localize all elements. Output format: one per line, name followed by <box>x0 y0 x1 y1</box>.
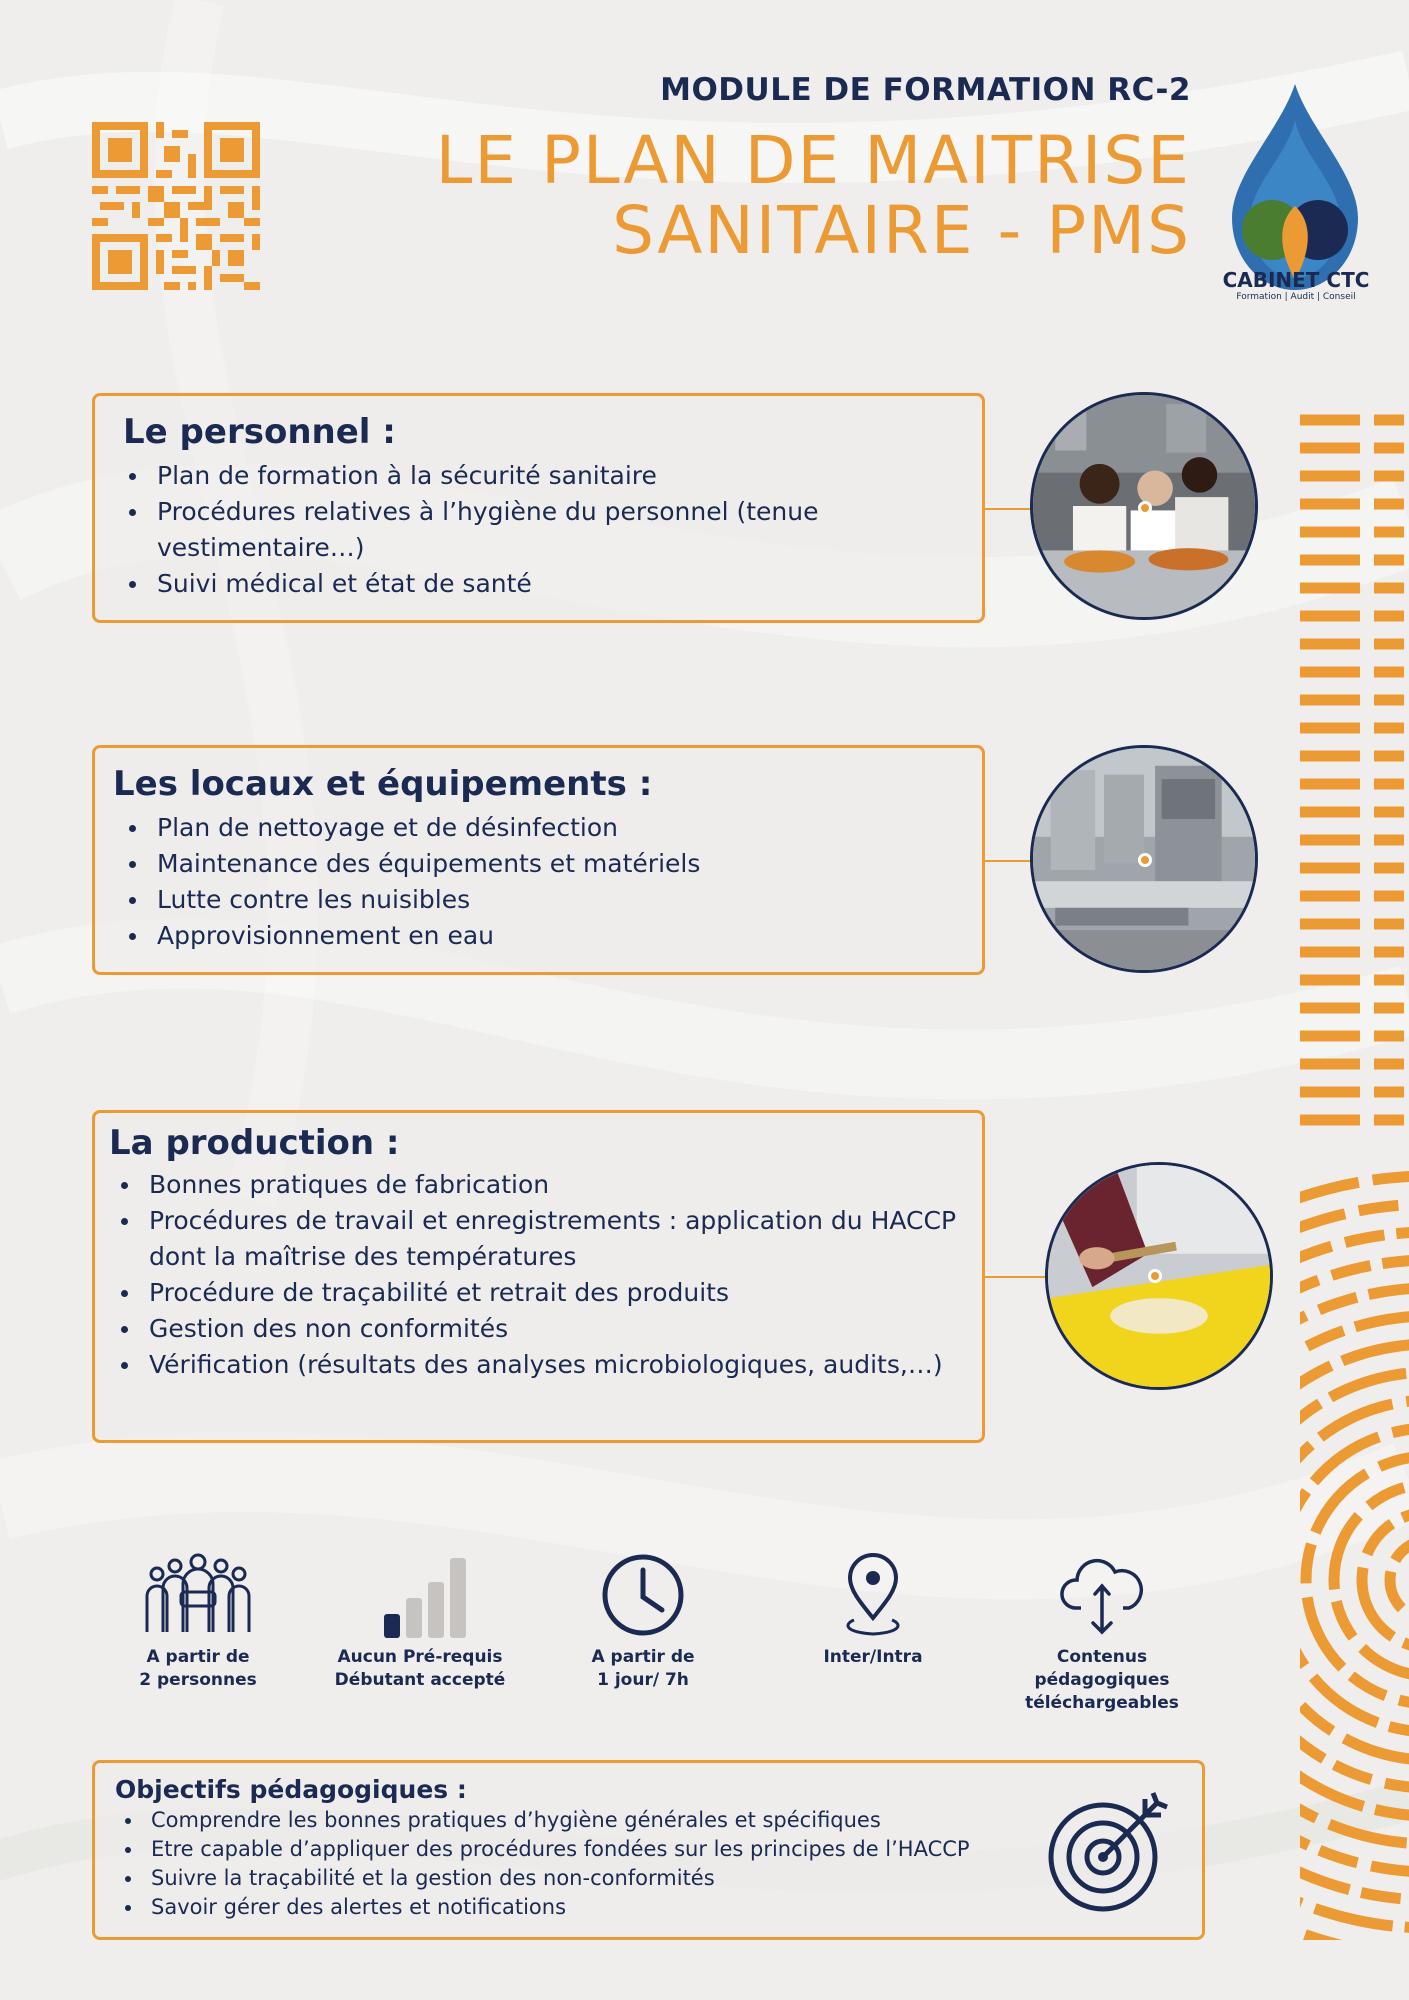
section-list <box>109 1167 968 1383</box>
list-item: Comprendre les bonnes pratiques d’hygiène générales et spécifiques <box>115 1806 1182 1835</box>
section-production <box>92 1110 985 1443</box>
level-bars-icon <box>370 1552 470 1638</box>
cloud-download-icon <box>1059 1552 1145 1638</box>
feature-label: A partir de 1 jour/ 7h <box>591 1647 695 1690</box>
feature-duration <box>543 1552 743 1692</box>
section-personnel <box>92 393 985 623</box>
feature-label: A partir de 2 personnes <box>139 1647 257 1690</box>
list-item: Procédure de traçabilité et retrait des produits <box>115 1275 968 1311</box>
list-item: Suivi médical et état de santé <box>123 566 954 602</box>
section-list <box>113 810 964 954</box>
section-title: La production : <box>109 1123 400 1163</box>
list-item: Vérification (résultats des analyses microbiologiques, audits,…) <box>115 1347 968 1383</box>
objectives-list <box>115 1806 1182 1922</box>
logo-tagline: Formation | Audit | Conseil <box>1236 292 1356 302</box>
section-objectives <box>92 1760 1205 1940</box>
fingerprint-decoration <box>1300 400 1409 1940</box>
list-item: Savoir gérer des alertes et notifications <box>115 1893 1182 1922</box>
location-pin-icon <box>838 1552 908 1638</box>
section-title: Le personnel : <box>123 412 396 452</box>
list-item: Plan de nettoyage et de désinfection <box>123 810 964 846</box>
section-locaux-equipements <box>92 745 985 975</box>
list-item: Gestion des non conformités <box>115 1311 968 1347</box>
target-icon <box>1045 1785 1175 1915</box>
clock-icon <box>600 1552 686 1638</box>
objectives-title: Objectifs pédagogiques : <box>115 1775 467 1804</box>
feature-group-size <box>98 1552 298 1692</box>
section-list <box>123 458 954 602</box>
page-title <box>435 122 1191 269</box>
feature-prerequisites <box>320 1552 520 1692</box>
feature-inter-intra <box>773 1552 973 1669</box>
qr-code-icon[interactable] <box>92 122 260 290</box>
list-item: Etre capable d’appliquer des procédures fondées sur les principes de l’HACCP <box>115 1835 1182 1864</box>
connector-dot <box>1148 1269 1162 1283</box>
title-line-1: LE PLAN DE MAITRISE <box>435 122 1191 199</box>
feature-label: Inter/Intra <box>823 1647 923 1667</box>
feature-downloadable-content <box>1002 1552 1202 1715</box>
feature-label: Contenus pédagogiques téléchargeables <box>1025 1647 1179 1713</box>
group-icon <box>143 1552 253 1638</box>
list-item: Procédures de travail et enregistrements : application du HACCP dont la maîtrise des températures <box>115 1203 968 1275</box>
list-item: Approvisionnement en eau <box>123 918 964 954</box>
list-item: Maintenance des équipements et matériels <box>123 846 964 882</box>
list-item: Bonnes pratiques de fabrication <box>115 1167 968 1203</box>
connector-dot <box>1138 501 1152 515</box>
title-line-2: SANITAIRE - PMS <box>612 192 1191 269</box>
list-item: Suivre la traçabilité et la gestion des non-conformités <box>115 1864 1182 1893</box>
module-label: MODULE DE FORMATION RC-2 <box>660 72 1191 108</box>
connector-dot <box>1138 853 1152 867</box>
feature-label: Aucun Pré-requis Débutant accepté <box>334 1647 506 1690</box>
list-item: Plan de formation à la sécurité sanitaire <box>123 458 954 494</box>
logo-name: CABINET CTC <box>1222 268 1370 292</box>
list-item: Procédures relatives à l’hygiène du personnel (tenue vestimentaire…) <box>123 494 954 566</box>
section-title: Les locaux et équipements : <box>113 764 653 804</box>
list-item: Lutte contre les nuisibles <box>123 882 964 918</box>
